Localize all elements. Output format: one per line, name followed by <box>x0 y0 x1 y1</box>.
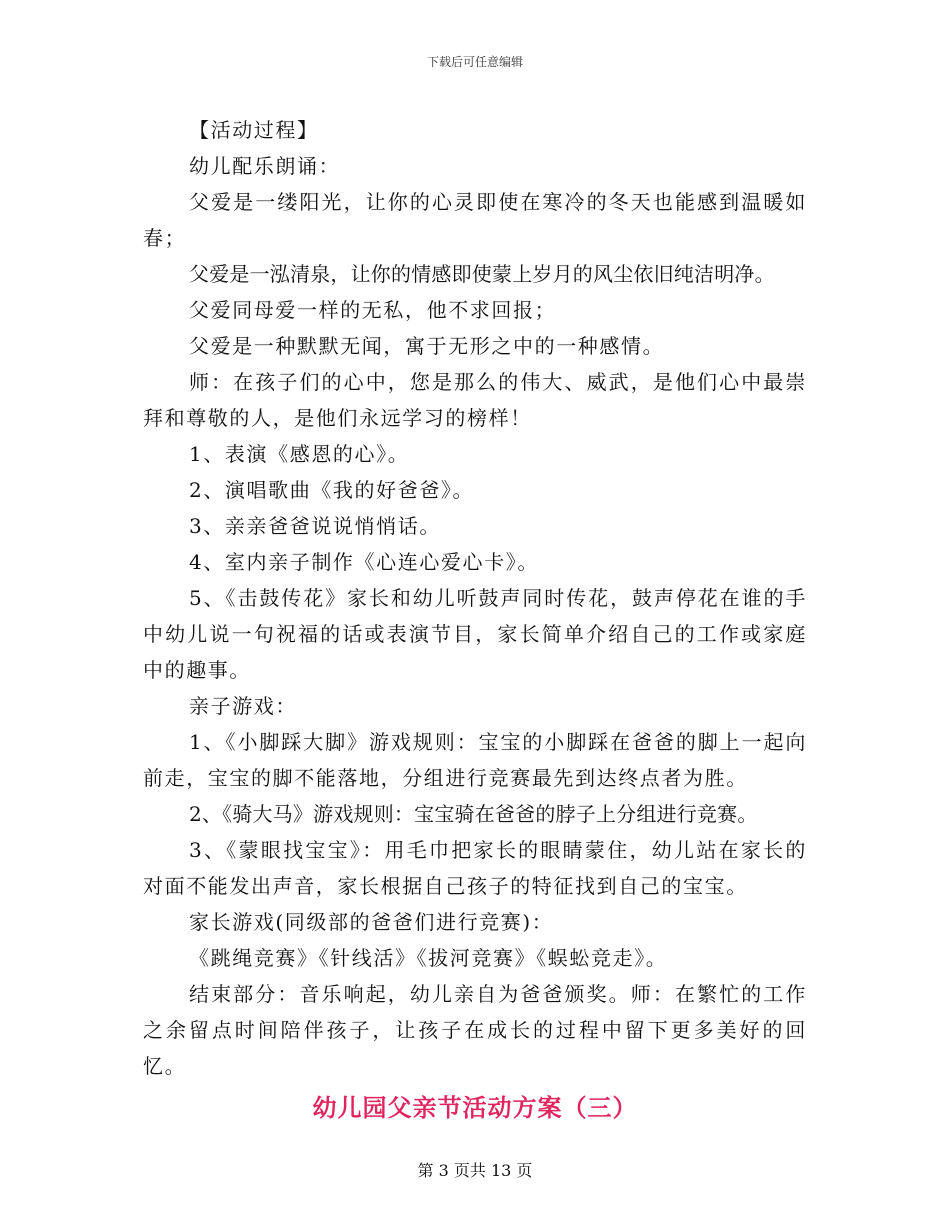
list-item-2: 2、演唱歌曲《我的好爸爸》。 <box>189 478 475 502</box>
list-item-3: 3、亲亲爸爸说说悄悄话。 <box>189 514 441 538</box>
page-number-footer: 第 3 页共 13 页 <box>417 1161 533 1180</box>
paragraph-teacher-speech: 师：在孩子们的心中，您是那么的伟大、威武，是他们心中最崇拜和尊敬的人，是他们永远学习的榜样！ <box>143 370 807 430</box>
paragraph-spring: 父爱是一泓清泉，让你的情感即使蒙上岁月的风尘依旧纯洁明净。 <box>189 262 775 286</box>
document-body <box>143 112 807 1130</box>
paragraph-competitions: 《跳绳竞赛》《针线活》《拔河竞赛》《蜈蚣竞走》。 <box>189 946 668 970</box>
game-item-2: 2、《骑大马》游戏规则：宝宝骑在爸爸的脖子上分组进行竞赛。 <box>189 802 758 826</box>
list-item-1: 1、表演《感恩的心》。 <box>189 442 410 466</box>
paragraph-parent-games: 家长游戏(同级部的爸爸们进行竞赛)： <box>189 910 554 934</box>
list-item-5: 5、《击鼓传花》家长和幼儿听鼓声同时传花，鼓声停花在谁的手中幼儿说一句祝福的话或表演节目，家长简单介绍自己的工作或家庭中的趣事。 <box>143 586 807 682</box>
paragraph-sunshine: 父爱是一缕阳光，让你的心灵即使在寒冷的冬天也能感到温暖如春； <box>143 190 807 250</box>
paragraph-silent-love: 父爱是一种默默无闻，寓于无形之中的一种感情。 <box>189 334 665 358</box>
paragraph-selfless: 父爱同母爱一样的无私，他不求回报； <box>189 298 557 322</box>
list-item-4: 4、室内亲子制作《心连心爱心卡》。 <box>189 550 539 574</box>
section-heading: 幼儿园父亲节活动方案（三） <box>312 1094 638 1122</box>
paragraph-closing: 结束部分：音乐响起，幼儿亲自为爸爸颁奖。师：在繁忙的工作之余留点时间陪伴孩子，让孩子在成长的过程中留下更多美好的回忆。 <box>143 982 807 1078</box>
game-item-1: 1、《小脚踩大脚》游戏规则：宝宝的小脚踩在爸爸的脚上一起向前走，宝宝的脚不能落地，分组进行竞赛最先到达终点者为胜。 <box>143 730 807 790</box>
header-note: 下载后可任意编辑 <box>426 55 523 69</box>
paragraph-activity-process: 【活动过程】 <box>189 118 319 142</box>
paragraph-parent-child-games: 亲子游戏： <box>189 694 297 718</box>
paragraph-recitation-intro: 幼儿配乐朗诵： <box>189 154 341 178</box>
game-item-3: 3、《蒙眼找宝宝》：用毛巾把家长的眼睛蒙住，幼儿站在家长的对面不能发出声音，家长根据自己孩子的特征找到自己的宝宝。 <box>143 838 807 898</box>
